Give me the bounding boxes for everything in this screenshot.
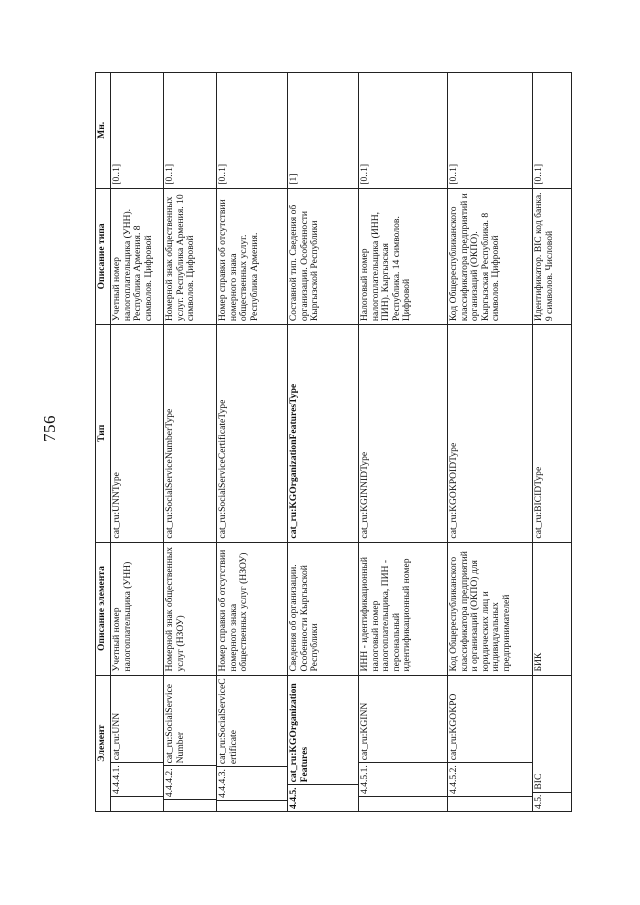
type-name: cat_ru:SocialServiceNumberType	[164, 325, 217, 542]
table-row	[111, 73, 164, 812]
type-description: Идентификатор. BIC код банка. 9 символов. Числовой	[533, 188, 572, 324]
element-number: 4.4.5.2.	[448, 762, 532, 796]
type-description: Номерной знак общественных услуг. Республика Армения. 10 символов. Цифровой	[164, 188, 217, 324]
table-header-row	[96, 73, 111, 812]
element-name: cat_ru:KGOKPO	[448, 693, 459, 761]
multiplicity: [1]	[288, 73, 359, 189]
multiplicity: [0..1]	[217, 73, 288, 189]
type-name: cat_ru:UNNType	[111, 325, 164, 542]
element-number: 4.4.4.3.	[217, 766, 287, 800]
header-element-description: Описание элемента	[96, 542, 111, 675]
type-name: cat_ru:KGOKPOIDType	[448, 325, 533, 542]
element-cell	[217, 675, 288, 811]
page-number: 756	[40, 415, 59, 442]
table-row	[359, 73, 448, 812]
type-name: cat_ru:KGOrganizationFeaturesType	[288, 325, 359, 542]
multiplicity: [0..1]	[533, 73, 572, 189]
table-row	[533, 73, 572, 812]
type-description: Составной тип. Сведения об организации. Особенности Кыргызской Республики	[288, 188, 359, 324]
document-table-rotated	[95, 72, 555, 812]
element-name: BIC	[533, 773, 544, 790]
element-description: БИК	[533, 542, 572, 675]
type-name: cat_ru:SocialServiceCertificateType	[217, 325, 288, 542]
header-type-description: Описание типа	[96, 188, 111, 324]
element-description: Номерной знак общественных услуг (НЗОУ)	[164, 542, 217, 675]
table-body	[111, 73, 572, 812]
element-description: Код Общереспубликанского классификатора предприятий и организаций (ОКПО) для юридических лиц и индивидуальных предпринимателей	[448, 542, 533, 675]
element-number: 4.5.	[533, 792, 571, 811]
element-name: cat_ru:SocialServiceCertificate	[217, 678, 239, 765]
element-name: cat_ru:SocialServiceNumber	[164, 683, 186, 764]
element-description: Сведения об организации. Особенности Кыргызской Республики	[288, 542, 359, 675]
element-cell	[533, 675, 572, 811]
element-number: 4.4.5.	[288, 784, 358, 811]
header-multiplicity: Мн.	[96, 73, 111, 189]
type-name: cat_ru:BICIDType	[533, 325, 572, 542]
element-description: Учетный номер налогоплательщика (УНН)	[111, 542, 164, 675]
table-row	[448, 73, 533, 812]
element-cell	[111, 675, 164, 811]
element-number: 4.4.4.2.	[164, 765, 216, 799]
type-description: Номер справки об отсутствии номерного знака общественных услуг. Республика Армения.	[217, 188, 288, 324]
header-type: Тип	[96, 325, 111, 542]
type-description: Учетный номер налогоплательщика (УНН). Республика Армения. 8 символов. Цифровой	[111, 188, 164, 324]
element-description: ИНН - идентификационный налоговый номер налогоплательщика, ПИН - персональный идентификационный номер	[359, 542, 448, 675]
element-number: 4.4.5.1.	[359, 762, 447, 796]
elements-table	[95, 72, 572, 812]
type-description: Код Общереспубликанского классификатора предприятий и организаций (ОКПО). Кыргызская Республика. 8 символов. Цифровой	[448, 188, 533, 324]
element-name: cat_ru:KGINN	[359, 702, 370, 761]
multiplicity: [0..1]	[448, 73, 533, 189]
type-description: Налоговый номер налогоплательщика (ИНН, ПИН). Кыргызская Республика. 14 символов. Цифровой	[359, 188, 448, 324]
element-number: 4.4.4.1.	[111, 762, 163, 796]
type-name: cat_ru:KGINNIDType	[359, 325, 448, 542]
element-cell	[448, 675, 533, 811]
element-description: Номер справки об отсутствии номерного знака общественных услуг (НЗОУ)	[217, 542, 288, 675]
table-row	[164, 73, 217, 812]
table-row	[288, 73, 359, 812]
element-cell	[359, 675, 448, 811]
element-name: cat_ru:KGOrganizationFeatures	[288, 683, 310, 783]
multiplicity: [0..1]	[359, 73, 448, 189]
element-name: cat_ru:UNN	[111, 712, 122, 761]
multiplicity: [0..1]	[111, 73, 164, 189]
table-row	[217, 73, 288, 812]
multiplicity: [0..1]	[164, 73, 217, 189]
element-cell	[164, 675, 217, 811]
element-cell	[288, 675, 359, 811]
header-element: Элемент	[96, 675, 111, 811]
